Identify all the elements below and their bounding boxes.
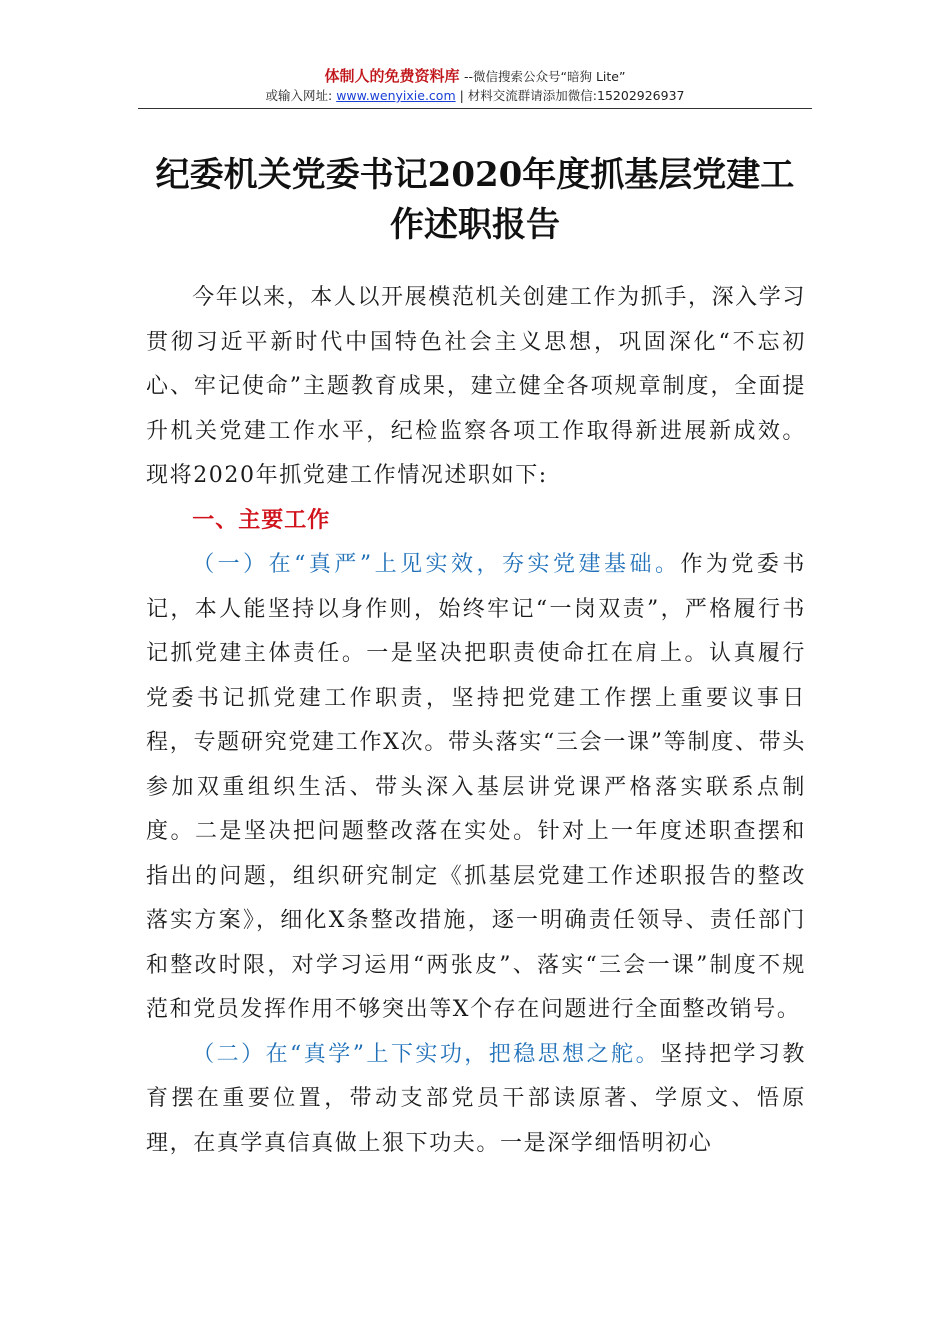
intro-paragraph: 今年以来，本人以开展模范机关创建工作为抓手，深入学习贯彻习近平新时代中国特色社会主义思想，巩固深化“不忘初心、牢记使命”主题教育成果，建立健全各项规章制度，全面提升机关党建工作水平，纪检监察各项工作取得新进展新成效。现将2020年抓党建工作情况述职如下: (146, 285, 806, 488)
paragraph-sub-1 (146, 543, 806, 1033)
title-line-2: 作述职报告 (390, 205, 560, 245)
header-divider (138, 108, 812, 109)
sub-2-body: 坚持把学习教育摆在重要位置，带动支部党员干部读原著、学原文、悟原理，在真学真信真做上狠下功夫。一是深学细悟明初心 (146, 1041, 806, 1156)
header-wechat-note: | 材料交流群请添加微信:15202926937 (459, 88, 685, 103)
header-slogan: --微信搜索公众号“暗狗 Lite” (463, 69, 626, 84)
sub-heading-1: （一）在“真严”上见实效，夯实党建基础。 (192, 552, 681, 577)
title-line-1: 纪委机关党委书记2020年度抓基层党建工 (155, 155, 795, 195)
sub-heading-2: （二）在“真学”上下实功，把稳思想之舵。 (192, 1041, 661, 1067)
header-brand: 体制人的免费资料库 (324, 67, 460, 85)
paragraph-sub-2 (146, 1033, 806, 1167)
page-header (138, 66, 812, 105)
header-line-1 (138, 66, 812, 87)
header-url-prefix: 或输入网址: (265, 88, 333, 103)
document-title (140, 150, 810, 250)
header-line-2 (138, 87, 812, 105)
document-body (146, 276, 806, 1166)
sub-1-body: 作为党委书记，本人能坚持以身作则，始终牢记“一岗双责”，严格履行书记抓党建主体责任。一是坚决把职责使命扛在肩上。认真履行党委书记抓党建工作职责，坚持把党建工作摆上重要议事日程，专题研究党建工作X次。带头落实“三会一课”等制度、带头参加双重组织生活、带头深入基层讲党课严格落实联系点制度。二是坚决把问题整改落在实处。针对上一年度述职查摆和指出的问题，组织研究制定《抓基层党建工作述职报告的整改落实方案》，细化X条整改措施，逐一明确责任领导、责任部门和整改时限，对学习运用“两张皮”、落实“三会一课”制度不规范和党员发挥作用不够突出等X个存在问题进行全面整改销号。 (146, 552, 806, 1022)
header-url-link[interactable]: www.wenyixie.com (336, 88, 456, 103)
section-heading-main-work: 一、主要工作 (192, 507, 331, 533)
